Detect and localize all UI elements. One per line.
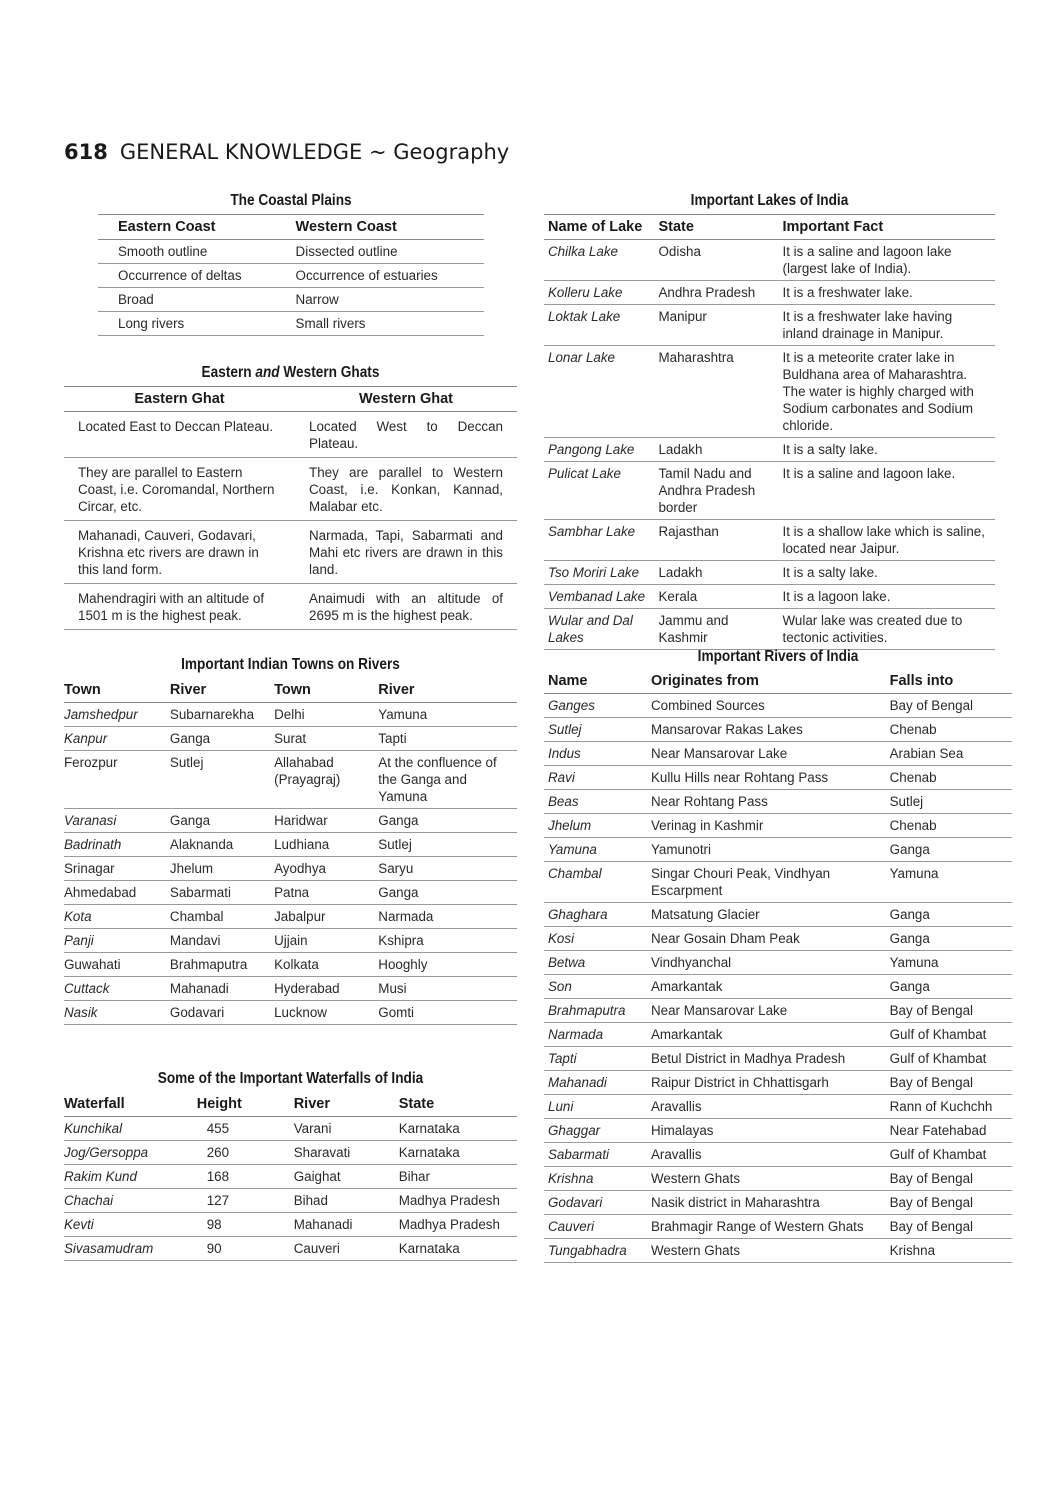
table-cell: Jhelum bbox=[166, 857, 270, 881]
table-cell: Jammu and Kashmir bbox=[654, 609, 778, 650]
table-cell: Singar Chouri Peak, Vindhyan Escarpment bbox=[647, 862, 886, 903]
table-cell: Madhya Pradesh bbox=[395, 1189, 517, 1213]
table-cell: Long rivers bbox=[98, 312, 276, 336]
table-cell: Near Fatehabad bbox=[886, 1119, 1012, 1143]
table-cell: Tapti bbox=[544, 1047, 647, 1071]
table-cell: 127 bbox=[173, 1189, 284, 1213]
table-cell: It is a freshwater lake having inland drainage in Manipur. bbox=[779, 305, 996, 346]
table-cell: It is a meteorite crater lake in Buldhana area of Maharashtra. The water is highly charged with Sodium carbonates and Sodium chloride. bbox=[779, 346, 996, 438]
table-row bbox=[544, 999, 1012, 1023]
table-row bbox=[544, 585, 995, 609]
table-cell: Cauveri bbox=[544, 1215, 647, 1239]
table-cell: Kanpur bbox=[64, 727, 166, 751]
table-cell: Kosi bbox=[544, 927, 647, 951]
table-cell: Sabarmati bbox=[544, 1143, 647, 1167]
table-row bbox=[544, 903, 1012, 927]
table-row bbox=[544, 1215, 1012, 1239]
table-cell: Narmada, Tapi, Sabarmati and Mahi etc rivers are drawn in this land. bbox=[295, 521, 517, 584]
lakes-table bbox=[544, 214, 995, 650]
table-cell: 90 bbox=[173, 1237, 284, 1261]
table-cell: Bay of Bengal bbox=[886, 1071, 1012, 1095]
table-cell: Nasik bbox=[64, 1001, 166, 1025]
table-row bbox=[544, 718, 1012, 742]
table-cell: Yamuna bbox=[374, 703, 517, 727]
table-cell: Panji bbox=[64, 929, 166, 953]
table-cell: Near Mansarovar Lake bbox=[647, 742, 886, 766]
table-row bbox=[64, 412, 517, 458]
column-header: Town bbox=[64, 678, 166, 703]
table-cell: It is a lagoon lake. bbox=[779, 585, 996, 609]
towns-section bbox=[64, 656, 517, 1025]
table-row bbox=[544, 862, 1012, 903]
table-cell: Kunchikal bbox=[64, 1117, 173, 1141]
table-cell: Beas bbox=[544, 790, 647, 814]
table-cell: Bay of Bengal bbox=[886, 694, 1012, 718]
table-cell: Brahmaputra bbox=[544, 999, 647, 1023]
table-cell: Kullu Hills near Rohtang Pass bbox=[647, 766, 886, 790]
column-header: Waterfall bbox=[64, 1092, 173, 1117]
column-header: Western Coast bbox=[276, 215, 484, 240]
column-header: Name bbox=[544, 670, 647, 694]
table-cell: Western Ghats bbox=[647, 1167, 886, 1191]
table-cell: 168 bbox=[173, 1165, 284, 1189]
table-cell: Ludhiana bbox=[270, 833, 374, 857]
table-row bbox=[544, 975, 1012, 999]
table-cell: Godavari bbox=[544, 1191, 647, 1215]
table-cell: Kolkata bbox=[270, 953, 374, 977]
table-row bbox=[64, 929, 517, 953]
table-cell: Tso Moriri Lake bbox=[544, 561, 654, 585]
table-cell: Nasik district in Maharashtra bbox=[647, 1191, 886, 1215]
table-cell: Odisha bbox=[654, 240, 778, 281]
table-cell: Allahabad (Prayagraj) bbox=[270, 751, 374, 809]
table-cell: Varani bbox=[284, 1117, 395, 1141]
table-cell: Ghaggar bbox=[544, 1119, 647, 1143]
table-cell: It is a freshwater lake. bbox=[779, 281, 996, 305]
table-cell: Chenab bbox=[886, 718, 1012, 742]
table-cell: 98 bbox=[173, 1213, 284, 1237]
table-cell: Ravi bbox=[544, 766, 647, 790]
table-row bbox=[544, 240, 995, 281]
table-cell: Narrow bbox=[276, 288, 484, 312]
table-cell: Combined Sources bbox=[647, 694, 886, 718]
column-header: Western Ghat bbox=[295, 387, 517, 412]
table-cell: Bay of Bengal bbox=[886, 1167, 1012, 1191]
table-row bbox=[544, 790, 1012, 814]
table-cell: Chenab bbox=[886, 766, 1012, 790]
column-header: Eastern Ghat bbox=[64, 387, 295, 412]
table-cell: Yamuna bbox=[886, 951, 1012, 975]
table-row bbox=[64, 751, 517, 809]
table-cell: Arabian Sea bbox=[886, 742, 1012, 766]
table-cell: Mahendragiri with an altitude of 1501 m is the highest peak. bbox=[64, 584, 295, 630]
table-cell: Gulf of Khambat bbox=[886, 1023, 1012, 1047]
table-cell: Badrinath bbox=[64, 833, 166, 857]
table-row bbox=[544, 1239, 1012, 1263]
table-row bbox=[544, 346, 995, 438]
table-row bbox=[64, 1117, 517, 1141]
table-cell: Occurrence of deltas bbox=[98, 264, 276, 288]
table-cell: Betul District in Madhya Pradesh bbox=[647, 1047, 886, 1071]
towns-title: Important Indian Towns on Rivers bbox=[181, 656, 400, 673]
table-row bbox=[544, 305, 995, 346]
table-cell: Smooth outline bbox=[98, 240, 276, 264]
table-cell: Vindhyanchal bbox=[647, 951, 886, 975]
table-row bbox=[544, 1143, 1012, 1167]
table-cell: Musi bbox=[374, 977, 517, 1001]
table-cell: Amarkantak bbox=[647, 1023, 886, 1047]
table-cell: Godavari bbox=[166, 1001, 270, 1025]
table-row bbox=[64, 703, 517, 727]
table-cell: It is a saline and lagoon lake. bbox=[779, 462, 996, 520]
table-cell: Bay of Bengal bbox=[886, 1191, 1012, 1215]
table-cell: Srinagar bbox=[64, 857, 166, 881]
table-cell: Rajasthan bbox=[654, 520, 778, 561]
table-cell: Chambal bbox=[544, 862, 647, 903]
table-cell: Sutlej bbox=[544, 718, 647, 742]
table-cell: Jhelum bbox=[544, 814, 647, 838]
table-cell: Alaknanda bbox=[166, 833, 270, 857]
table-row bbox=[544, 951, 1012, 975]
table-cell: Lonar Lake bbox=[544, 346, 654, 438]
table-row bbox=[64, 521, 517, 584]
table-cell: At the confluence of the Ganga and Yamuna bbox=[374, 751, 517, 809]
table-cell: Jog/Gersoppa bbox=[64, 1141, 173, 1165]
table-cell: Lucknow bbox=[270, 1001, 374, 1025]
table-row bbox=[98, 312, 484, 336]
table-row bbox=[544, 1023, 1012, 1047]
table-cell: Sambhar Lake bbox=[544, 520, 654, 561]
table-cell: Indus bbox=[544, 742, 647, 766]
table-cell: Haridwar bbox=[270, 809, 374, 833]
table-cell: Ayodhya bbox=[270, 857, 374, 881]
table-row bbox=[64, 809, 517, 833]
table-row bbox=[544, 609, 995, 650]
table-cell: Aravallis bbox=[647, 1095, 886, 1119]
coastal-plains-section bbox=[98, 192, 484, 336]
table-cell: Bihad bbox=[284, 1189, 395, 1213]
table-cell: It is a shallow lake which is saline, located near Jaipur. bbox=[779, 520, 996, 561]
ghats-section bbox=[64, 364, 517, 630]
page-header bbox=[64, 140, 509, 164]
table-row bbox=[544, 561, 995, 585]
table-cell: Ganga bbox=[374, 809, 517, 833]
rivers-section bbox=[544, 648, 1012, 1263]
table-row bbox=[64, 881, 517, 905]
table-cell: Mahanadi bbox=[544, 1071, 647, 1095]
table-row bbox=[544, 1191, 1012, 1215]
column-header: Important Fact bbox=[779, 215, 996, 240]
table-cell: 455 bbox=[173, 1117, 284, 1141]
table-cell: Ganga bbox=[166, 727, 270, 751]
table-cell: Jabalpur bbox=[270, 905, 374, 929]
table-cell: Delhi bbox=[270, 703, 374, 727]
table-cell: Mahanadi bbox=[284, 1213, 395, 1237]
table-cell: Bay of Bengal bbox=[886, 1215, 1012, 1239]
table-cell: It is a saline and lagoon lake (largest lake of India). bbox=[779, 240, 996, 281]
table-cell: Wular lake was created due to tectonic activities. bbox=[779, 609, 996, 650]
table-row bbox=[544, 281, 995, 305]
table-cell: Madhya Pradesh bbox=[395, 1213, 517, 1237]
table-row bbox=[64, 857, 517, 881]
table-cell: Gulf of Khambat bbox=[886, 1047, 1012, 1071]
table-cell: Bihar bbox=[395, 1165, 517, 1189]
column-header: State bbox=[654, 215, 778, 240]
table-cell: Rann of Kuchchh bbox=[886, 1095, 1012, 1119]
table-cell: Chilka Lake bbox=[544, 240, 654, 281]
table-cell: Chambal bbox=[166, 905, 270, 929]
table-row bbox=[98, 240, 484, 264]
table-cell: Kolleru Lake bbox=[544, 281, 654, 305]
table-cell: They are parallel to Eastern Coast, i.e. Coromandal, Northern Circar, etc. bbox=[64, 458, 295, 521]
table-cell: Ganges bbox=[544, 694, 647, 718]
table-cell: Betwa bbox=[544, 951, 647, 975]
table-cell: Chenab bbox=[886, 814, 1012, 838]
table-row bbox=[64, 833, 517, 857]
table-cell: Yamuna bbox=[544, 838, 647, 862]
table-cell: Karnataka bbox=[395, 1237, 517, 1261]
table-row bbox=[544, 927, 1012, 951]
towns-table bbox=[64, 678, 517, 1025]
table-cell: Amarkantak bbox=[647, 975, 886, 999]
table-row bbox=[544, 1095, 1012, 1119]
table-cell: Saryu bbox=[374, 857, 517, 881]
column-header: Height bbox=[173, 1092, 284, 1117]
table-cell: Ladakh bbox=[654, 438, 778, 462]
table-cell: Sivasamudram bbox=[64, 1237, 173, 1261]
table-cell: They are parallel to Western Coast, i.e. Konkan, Kannad, Malabar etc. bbox=[295, 458, 517, 521]
table-row bbox=[544, 1047, 1012, 1071]
table-cell: Kevti bbox=[64, 1213, 173, 1237]
table-cell: Ganga bbox=[166, 809, 270, 833]
table-cell: Ahmedabad bbox=[64, 881, 166, 905]
table-cell: Aravallis bbox=[647, 1143, 886, 1167]
table-cell: Maharashtra bbox=[654, 346, 778, 438]
table-cell: Loktak Lake bbox=[544, 305, 654, 346]
table-cell: Raipur District in Chhattisgarh bbox=[647, 1071, 886, 1095]
table-cell: Anaimudi with an altitude of 2695 m is the highest peak. bbox=[295, 584, 517, 630]
table-cell: Ganga bbox=[886, 927, 1012, 951]
table-cell: Luni bbox=[544, 1095, 647, 1119]
lakes-title: Important Lakes of India bbox=[690, 192, 849, 209]
table-cell: Broad bbox=[98, 288, 276, 312]
table-cell: Ganga bbox=[886, 975, 1012, 999]
coastal-plains-title: The Coastal Plains bbox=[230, 192, 352, 209]
table-row bbox=[544, 1119, 1012, 1143]
table-row bbox=[64, 953, 517, 977]
table-cell: Brahmaputra bbox=[166, 953, 270, 977]
table-cell: Narmada bbox=[374, 905, 517, 929]
ghats-table bbox=[64, 386, 517, 630]
table-cell: Western Ghats bbox=[647, 1239, 886, 1263]
table-cell: Mansarovar Rakas Lakes bbox=[647, 718, 886, 742]
table-cell: Near Gosain Dham Peak bbox=[647, 927, 886, 951]
table-cell: Brahmagir Range of Western Ghats bbox=[647, 1215, 886, 1239]
table-cell: Sutlej bbox=[886, 790, 1012, 814]
table-cell: Ladakh bbox=[654, 561, 778, 585]
column-header: River bbox=[374, 678, 517, 703]
table-cell: Mandavi bbox=[166, 929, 270, 953]
column-header: Name of Lake bbox=[544, 215, 654, 240]
waterfalls-title: Some of the Important Waterfalls of India bbox=[157, 1070, 424, 1087]
table-cell: Guwahati bbox=[64, 953, 166, 977]
lakes-section bbox=[544, 192, 995, 650]
table-row bbox=[64, 977, 517, 1001]
table-cell: Gaighat bbox=[284, 1165, 395, 1189]
table-row bbox=[64, 1141, 517, 1165]
table-cell: Ganga bbox=[374, 881, 517, 905]
table-row bbox=[64, 1189, 517, 1213]
table-cell: Bay of Bengal bbox=[886, 999, 1012, 1023]
table-cell: Pangong Lake bbox=[544, 438, 654, 462]
table-cell: Cuttack bbox=[64, 977, 166, 1001]
rivers-table bbox=[544, 670, 1012, 1263]
table-cell: Subarnarekha bbox=[166, 703, 270, 727]
table-row bbox=[544, 838, 1012, 862]
table-cell: Tungabhadra bbox=[544, 1239, 647, 1263]
table-cell: Varanasi bbox=[64, 809, 166, 833]
table-cell: Sutlej bbox=[374, 833, 517, 857]
column-header: Originates from bbox=[647, 670, 886, 694]
table-row bbox=[544, 742, 1012, 766]
table-row bbox=[544, 438, 995, 462]
table-cell: Karnataka bbox=[395, 1117, 517, 1141]
table-row bbox=[64, 1001, 517, 1025]
column-header: Town bbox=[270, 678, 374, 703]
table-cell: Manipur bbox=[654, 305, 778, 346]
table-cell: Rakim Kund bbox=[64, 1165, 173, 1189]
table-row bbox=[64, 584, 517, 630]
table-cell: Vembanad Lake bbox=[544, 585, 654, 609]
table-cell: Cauveri bbox=[284, 1237, 395, 1261]
table-row bbox=[64, 1213, 517, 1237]
table-row bbox=[64, 905, 517, 929]
table-cell: Sharavati bbox=[284, 1141, 395, 1165]
table-row bbox=[544, 694, 1012, 718]
table-cell: Kshipra bbox=[374, 929, 517, 953]
table-cell: It is a salty lake. bbox=[779, 438, 996, 462]
table-cell: Occurrence of estuaries bbox=[276, 264, 484, 288]
coastal-plains-table bbox=[98, 214, 484, 336]
page-number: 618 bbox=[64, 140, 108, 164]
table-cell: Mahanadi, Cauveri, Godavari, Krishna etc rivers are drawn in this land form. bbox=[64, 521, 295, 584]
table-cell: Mahanadi bbox=[166, 977, 270, 1001]
table-row bbox=[64, 727, 517, 751]
table-cell: Narmada bbox=[544, 1023, 647, 1047]
table-row bbox=[544, 1167, 1012, 1191]
table-cell: 260 bbox=[173, 1141, 284, 1165]
table-row bbox=[64, 1165, 517, 1189]
table-cell: Gulf of Khambat bbox=[886, 1143, 1012, 1167]
table-cell: Jamshedpur bbox=[64, 703, 166, 727]
waterfalls-table bbox=[64, 1092, 517, 1261]
page-title: GENERAL KNOWLEDGE ~ Geography bbox=[119, 140, 510, 164]
table-cell: Kerala bbox=[654, 585, 778, 609]
table-cell: Himalayas bbox=[647, 1119, 886, 1143]
table-cell: It is a salty lake. bbox=[779, 561, 996, 585]
column-header: River bbox=[284, 1092, 395, 1117]
ghats-title: Eastern and Western Ghats bbox=[201, 364, 380, 381]
table-cell: Ferozpur bbox=[64, 751, 166, 809]
table-row bbox=[98, 264, 484, 288]
rivers-title: Important Rivers of India bbox=[697, 648, 859, 665]
table-cell: Chachai bbox=[64, 1189, 173, 1213]
table-cell: Yamunotri bbox=[647, 838, 886, 862]
table-cell: Ganga bbox=[886, 903, 1012, 927]
table-cell: Ghaghara bbox=[544, 903, 647, 927]
table-row bbox=[544, 814, 1012, 838]
table-cell: Matsatung Glacier bbox=[647, 903, 886, 927]
table-cell: Near Rohtang Pass bbox=[647, 790, 886, 814]
table-cell: Ujjain bbox=[270, 929, 374, 953]
table-cell: Son bbox=[544, 975, 647, 999]
table-cell: Hooghly bbox=[374, 953, 517, 977]
table-cell: Verinag in Kashmir bbox=[647, 814, 886, 838]
table-cell: Patna bbox=[270, 881, 374, 905]
table-cell: Ganga bbox=[886, 838, 1012, 862]
table-cell: Tapti bbox=[374, 727, 517, 751]
column-header: Eastern Coast bbox=[98, 215, 276, 240]
table-cell: Located East to Deccan Plateau. bbox=[64, 412, 295, 458]
table-cell: Andhra Pradesh bbox=[654, 281, 778, 305]
table-row bbox=[544, 1071, 1012, 1095]
table-row bbox=[98, 288, 484, 312]
table-cell: Karnataka bbox=[395, 1141, 517, 1165]
table-cell: Near Mansarovar Lake bbox=[647, 999, 886, 1023]
table-cell: Wular and Dal Lakes bbox=[544, 609, 654, 650]
table-cell: Surat bbox=[270, 727, 374, 751]
table-row bbox=[544, 766, 1012, 790]
table-cell: Small rivers bbox=[276, 312, 484, 336]
column-header: River bbox=[166, 678, 270, 703]
column-header: State bbox=[395, 1092, 517, 1117]
table-row bbox=[544, 462, 995, 520]
table-row bbox=[544, 520, 995, 561]
table-cell: Hyderabad bbox=[270, 977, 374, 1001]
table-cell: Dissected outline bbox=[276, 240, 484, 264]
waterfalls-section bbox=[64, 1070, 517, 1261]
table-cell: Krishna bbox=[886, 1239, 1012, 1263]
table-cell: Pulicat Lake bbox=[544, 462, 654, 520]
table-cell: Kota bbox=[64, 905, 166, 929]
table-cell: Located West to Deccan Plateau. bbox=[295, 412, 517, 458]
table-row bbox=[64, 458, 517, 521]
table-cell: Sabarmati bbox=[166, 881, 270, 905]
table-row bbox=[64, 1237, 517, 1261]
table-cell: Gomti bbox=[374, 1001, 517, 1025]
table-cell: Krishna bbox=[544, 1167, 647, 1191]
table-cell: Tamil Nadu and Andhra Pradesh border bbox=[654, 462, 778, 520]
column-header: Falls into bbox=[886, 670, 1012, 694]
table-cell: Yamuna bbox=[886, 862, 1012, 903]
table-cell: Sutlej bbox=[166, 751, 270, 809]
